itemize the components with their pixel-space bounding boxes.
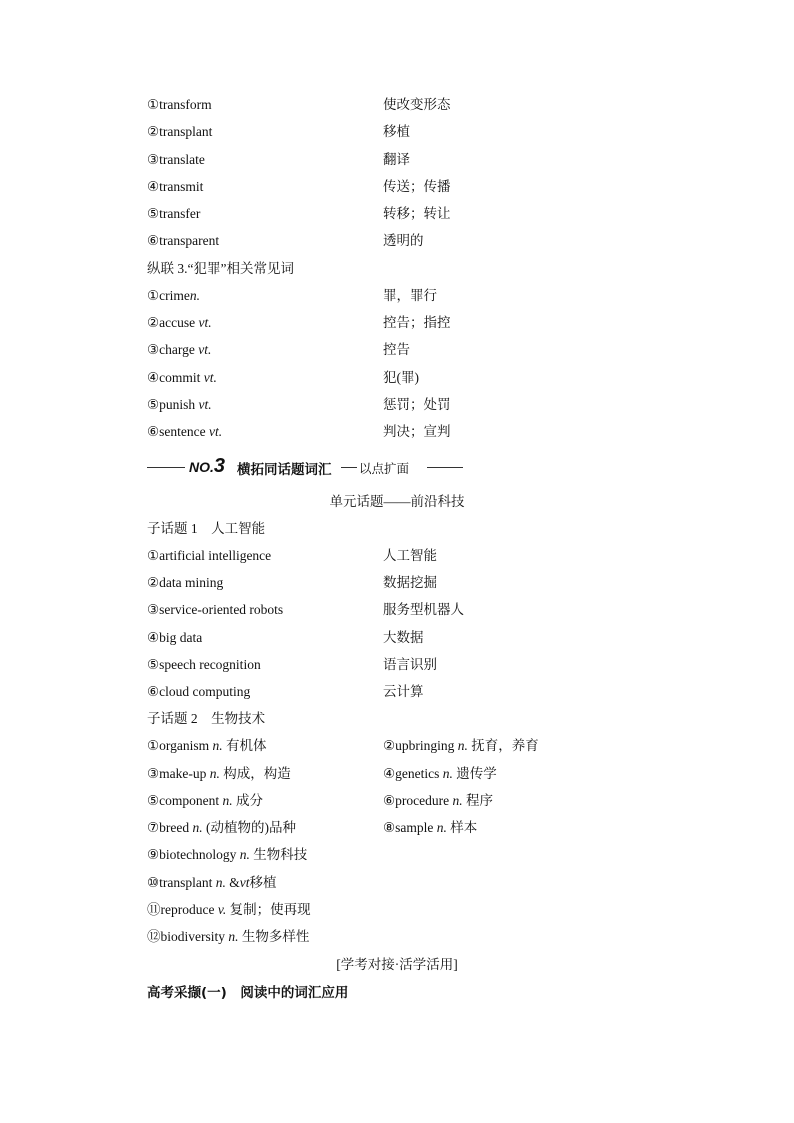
vocab-entry: ⑩transplant n. &vt移植 bbox=[147, 875, 277, 890]
chinese-meaning: 人工智能 bbox=[383, 548, 437, 563]
banner-subtitle: 以点扩面 bbox=[359, 461, 410, 476]
chinese-meaning: 移植 bbox=[383, 124, 410, 139]
english-term: ⑤transfer bbox=[147, 206, 201, 221]
chinese-meaning: 大数据 bbox=[383, 630, 424, 645]
vocab-entry: ②upbringing n. 抚育，养育 bbox=[383, 738, 539, 753]
chinese-meaning: 控告；指控 bbox=[383, 315, 451, 330]
vocab-entry: ⑦breed n. (动植物的)品种 bbox=[147, 820, 296, 835]
english-term: ③translate bbox=[147, 152, 205, 167]
banner-rule-right bbox=[427, 467, 463, 468]
chinese-meaning: 语言识别 bbox=[383, 657, 437, 672]
chinese-meaning: 传送；传播 bbox=[383, 179, 451, 194]
practice-title: [学考对接·活学活用] bbox=[336, 957, 458, 972]
vocab-entry: ⑥procedure n. 程序 bbox=[383, 793, 493, 808]
vocab-entry: ⑤component n. 成分 bbox=[147, 793, 263, 808]
vocab-entry: ③make-up n. 构成，构造 bbox=[147, 766, 291, 781]
english-term: ②data mining bbox=[147, 575, 224, 590]
english-term: ④big data bbox=[147, 630, 203, 645]
english-term: ①transform bbox=[147, 97, 212, 112]
vocab-entry: ⑧sample n. 样本 bbox=[383, 820, 478, 835]
gaokao-heading: 高考采撷(一) 阅读中的词汇应用 bbox=[147, 985, 349, 1001]
vocab-entry: ⑪reproduce v. 复制；使再现 bbox=[147, 902, 311, 917]
english-term: ④transmit bbox=[147, 179, 204, 194]
section-banner bbox=[147, 455, 467, 479]
english-term: ②transplant bbox=[147, 124, 213, 139]
chinese-meaning: 服务型机器人 bbox=[383, 602, 464, 617]
english-term: ③charge vt. bbox=[147, 342, 212, 357]
english-term: ⑥transparent bbox=[147, 233, 220, 248]
english-term: ⑥sentence vt. bbox=[147, 424, 223, 439]
chinese-meaning: 控告 bbox=[383, 342, 410, 357]
chinese-meaning: 判决；宣判 bbox=[383, 424, 451, 439]
chinese-meaning: 翻译 bbox=[383, 152, 410, 167]
chinese-meaning: 使改变形态 bbox=[383, 97, 451, 112]
english-term: ②accuse vt. bbox=[147, 315, 212, 330]
english-term: ④commit vt. bbox=[147, 370, 217, 385]
banner-number: NO.3 bbox=[189, 455, 226, 477]
unit-topic-title: 单元话题——前沿科技 bbox=[329, 494, 465, 509]
banner-rule-left bbox=[147, 467, 185, 468]
chinese-meaning: 转移；转让 bbox=[383, 206, 451, 221]
chinese-meaning: 罪，罪行 bbox=[383, 288, 437, 303]
english-term: ①crimen. bbox=[147, 288, 200, 303]
banner-title: 横拓同话题词汇 bbox=[237, 462, 332, 478]
subtopic-heading: 子话题 1 人工智能 bbox=[147, 521, 266, 536]
vocab-entry: ⑫biodiversity n. 生物多样性 bbox=[147, 929, 310, 944]
vocab-entry: ④genetics n. 遗传学 bbox=[383, 766, 497, 781]
english-term: ①artificial intelligence bbox=[147, 548, 272, 563]
english-term: ⑤speech recognition bbox=[147, 657, 261, 672]
chinese-meaning: 数据挖掘 bbox=[383, 575, 437, 590]
chinese-meaning: 透明的 bbox=[383, 233, 424, 248]
chinese-meaning: 犯(罪) bbox=[383, 370, 419, 385]
section-heading: 纵联 3.“犯罪”相关常见词 bbox=[147, 261, 294, 276]
vocab-entry: ①organism n. 有机体 bbox=[147, 738, 267, 753]
english-term: ⑥cloud computing bbox=[147, 684, 251, 699]
chinese-meaning: 惩罚；处罚 bbox=[383, 397, 451, 412]
banner-rule-mid bbox=[341, 467, 357, 468]
vocab-entry: ⑨biotechnology n. 生物科技 bbox=[147, 847, 308, 862]
english-term: ⑤punish vt. bbox=[147, 397, 212, 412]
subtopic-heading: 子话题 2 生物技术 bbox=[147, 711, 266, 726]
chinese-meaning: 云计算 bbox=[383, 684, 424, 699]
english-term: ③service-oriented robots bbox=[147, 602, 284, 617]
